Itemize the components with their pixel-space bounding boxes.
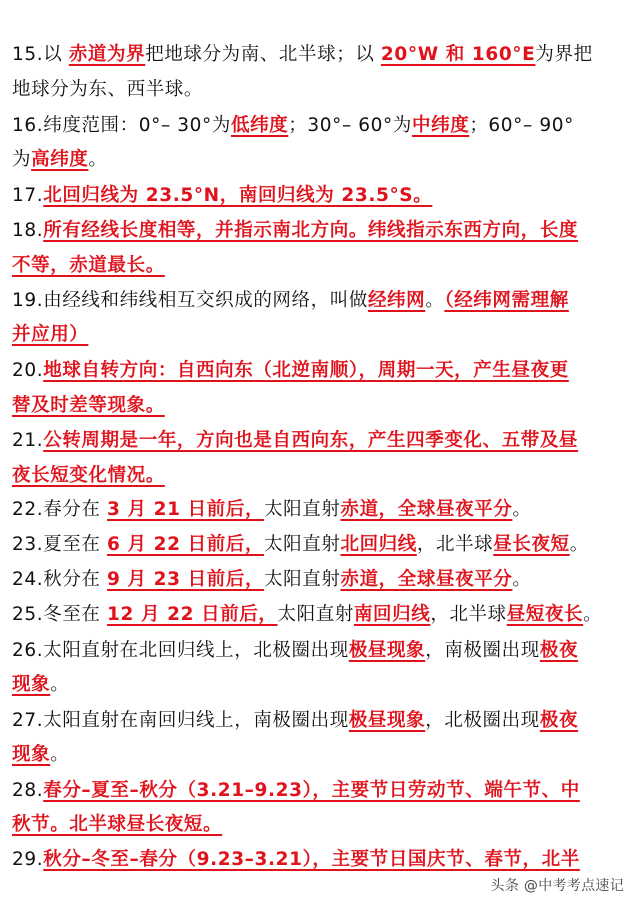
item-26-line-2 bbox=[12, 673, 632, 697]
key-term: 秋分–冬至–春分（9.23–3.21），主要节日国庆节、春节，北半 bbox=[43, 849, 580, 870]
text: 19.由经线和纬线相互交织成的网络，叫做 bbox=[12, 290, 368, 311]
text: 17. bbox=[12, 185, 44, 206]
key-term: 南回归线 bbox=[353, 604, 431, 625]
key-term: 3 月 21 日前后， bbox=[107, 499, 265, 520]
key-term: 现象 bbox=[12, 744, 51, 765]
item-18-line-1 bbox=[12, 219, 632, 243]
key-term: 昼长夜短 bbox=[493, 534, 570, 555]
key-term: 经纬网 bbox=[367, 290, 426, 311]
key-term: 极昼现象 bbox=[348, 710, 426, 731]
key-term: 地球自转方向：自西向东（北逆南顺），周期一天，产生昼夜更 bbox=[43, 360, 569, 381]
item-15-line-1 bbox=[12, 43, 632, 67]
key-term: 赤道，全球昼夜平分 bbox=[340, 569, 513, 590]
text: 15.以 bbox=[12, 44, 69, 65]
text: 24.秋分在 bbox=[12, 569, 108, 590]
key-term: 北回归线 bbox=[340, 534, 417, 555]
text: 太阳直射 bbox=[277, 604, 354, 625]
key-term: 低纬度 bbox=[230, 115, 289, 136]
key-term: 20°W 和 160°E bbox=[380, 44, 536, 65]
key-term: 6 月 22 日前后， bbox=[107, 534, 265, 555]
item-21-line-2 bbox=[12, 464, 632, 488]
text: 太阳直射 bbox=[264, 534, 341, 555]
key-term: 赤道，全球昼夜平分 bbox=[340, 499, 513, 520]
key-term: 昼短夜长 bbox=[506, 604, 584, 625]
text: 。 bbox=[512, 499, 532, 520]
item-22-line-1 bbox=[12, 498, 632, 522]
text: 22.春分在 bbox=[12, 499, 108, 520]
text: 26.太阳直射在北回归线上，北极圈出现 bbox=[12, 640, 349, 661]
key-term: 公转周期是一年，方向也是自西向东，产生四季变化、五带及昼 bbox=[43, 430, 579, 451]
text: 16.纬度范围：0°– 30°为 bbox=[12, 115, 231, 136]
text: 。 bbox=[50, 744, 70, 765]
key-term: 中纬度 bbox=[412, 115, 470, 136]
key-term: 赤道为界 bbox=[68, 44, 146, 65]
item-19-line-1 bbox=[12, 289, 632, 313]
text: ，北半球 bbox=[430, 604, 507, 625]
item-24-line-1 bbox=[12, 568, 632, 592]
text: 把地球分为南、北半球；以 bbox=[145, 44, 381, 65]
text: 。 bbox=[88, 149, 108, 170]
key-term: 12 月 22 日前后， bbox=[107, 604, 278, 625]
text: 27.太阳直射在南回归线上，南极圈出现 bbox=[12, 710, 349, 731]
item-16-line-1 bbox=[12, 114, 632, 138]
text: ，北极圈出现 bbox=[425, 710, 540, 731]
text: 28. bbox=[12, 780, 44, 801]
text: 18. bbox=[12, 220, 44, 241]
text: 太阳直射 bbox=[264, 569, 341, 590]
item-26-line-1 bbox=[12, 639, 632, 663]
key-term: 春分–夏至–秋分（3.21–9.23），主要节日劳动节、端午节、中 bbox=[43, 780, 580, 801]
key-term: 秋节。北半球昼长夜短。 bbox=[12, 814, 223, 835]
key-term: 现象 bbox=[12, 674, 51, 695]
key-term: 极夜 bbox=[539, 640, 579, 661]
key-term: 替及时差等现象。 bbox=[12, 395, 165, 416]
item-28-line-1 bbox=[12, 779, 632, 803]
key-term: 极昼现象 bbox=[348, 640, 426, 661]
text: 21. bbox=[12, 430, 44, 451]
key-term: 9 月 23 日前后， bbox=[107, 569, 265, 590]
item-17-line-1 bbox=[12, 184, 632, 208]
key-term: 所有经线长度相等，并指示南北方向。纬线指示东西方向，长度 bbox=[43, 220, 579, 241]
text: 为 bbox=[12, 149, 32, 170]
key-term: 高纬度 bbox=[31, 149, 89, 170]
text: 。 bbox=[569, 534, 589, 555]
item-23-line-1 bbox=[12, 533, 632, 557]
item-27-line-2 bbox=[12, 743, 632, 767]
key-term: 不等，赤道最长。 bbox=[12, 255, 165, 276]
watermark: 头条 @中考考点速记 bbox=[490, 878, 624, 894]
text: ；60°– 90° bbox=[469, 115, 574, 136]
item-20-line-2 bbox=[12, 394, 632, 418]
text: 。 bbox=[50, 674, 70, 695]
text: 为界把 bbox=[535, 44, 593, 65]
text: 29. bbox=[12, 849, 44, 870]
item-18-line-2 bbox=[12, 254, 632, 278]
item-16-line-2 bbox=[12, 148, 632, 172]
item-20-line-1 bbox=[12, 359, 632, 383]
text: 。 bbox=[425, 290, 445, 311]
text: 地球分为东、西半球。 bbox=[12, 79, 204, 100]
key-term: 北回归线为 23.5°N，南回归线为 23.5°S。 bbox=[43, 185, 433, 206]
text: 25.冬至在 bbox=[12, 604, 108, 625]
text: 。 bbox=[583, 604, 603, 625]
text: ，南极圈出现 bbox=[425, 640, 540, 661]
item-27-line-1 bbox=[12, 709, 632, 733]
item-15-line-2 bbox=[12, 78, 632, 102]
key-term: 夜长短变化情况。 bbox=[12, 465, 165, 486]
key-term: （经纬网需理解 bbox=[444, 290, 569, 311]
text: 。 bbox=[512, 569, 532, 590]
item-25-line-1 bbox=[12, 603, 632, 627]
item-21-line-1 bbox=[12, 429, 632, 453]
text: ；30°– 60°为 bbox=[288, 115, 412, 136]
key-term: 并应用） bbox=[12, 324, 89, 345]
item-19-line-2 bbox=[12, 323, 632, 347]
item-28-line-2 bbox=[12, 813, 632, 837]
text: 20. bbox=[12, 360, 44, 381]
item-29-line-1 bbox=[12, 848, 632, 872]
text: 太阳直射 bbox=[264, 499, 341, 520]
key-term: 极夜 bbox=[539, 710, 579, 731]
text: ，北半球 bbox=[416, 534, 494, 555]
text: 23.夏至在 bbox=[12, 534, 108, 555]
